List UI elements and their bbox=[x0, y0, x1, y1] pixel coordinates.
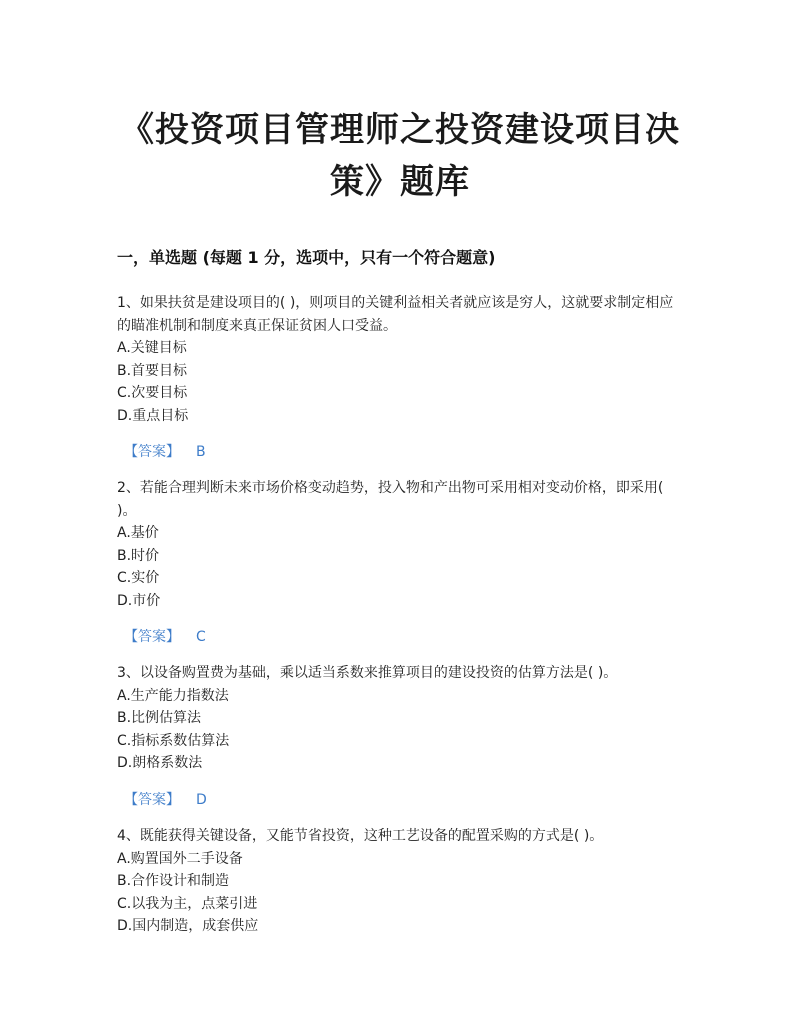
answer-1 bbox=[124, 441, 206, 463]
option-d: D.重点目标 bbox=[117, 407, 189, 424]
option-b: B.比例估算法 bbox=[117, 710, 202, 726]
option-a: A.基价 bbox=[117, 525, 159, 541]
answer-value: D bbox=[196, 792, 207, 808]
document-title: 《投资项目管理师之投资建设项目决策》题库 bbox=[120, 110, 680, 202]
question-stem: 2、若能合理判断未来市场价格变动趋势，投入物和产出物可采用相对变动价格，即采用( )。 bbox=[117, 480, 664, 519]
question-2 bbox=[117, 477, 683, 612]
option-a: A.关键目标 bbox=[117, 340, 187, 356]
option-a: A.生产能力指数法 bbox=[117, 687, 229, 704]
question-stem: 3、以设备购置费为基础，乘以适当系数来推算项目的建设投资的估算方法是( )。 bbox=[117, 665, 618, 681]
option-d: D.朗格系数法 bbox=[117, 755, 203, 771]
option-b: B.首要目标 bbox=[117, 362, 188, 379]
option-c: C.次要目标 bbox=[117, 385, 188, 401]
option-c: C.实价 bbox=[117, 570, 160, 586]
option-b: B.时价 bbox=[117, 547, 160, 564]
question-4 bbox=[117, 825, 683, 938]
answer-label: 【答案】 bbox=[124, 629, 180, 645]
option-c: C.以我为主，点菜引进 bbox=[117, 895, 258, 912]
question-stem: 4、既能获得关键设备，又能节省投资，这种工艺设备的配置采购的方式是( )。 bbox=[117, 828, 604, 844]
question-stem: 1、如果扶贫是建设项目的( )，则项目的关键利益相关者就应该是穷人，这就要求制定相应的瞄准机制和制度来真正保证贫困人口受益。 bbox=[117, 295, 674, 334]
option-b: B.合作设计和制造 bbox=[117, 873, 230, 889]
option-a: A.购置国外二手设备 bbox=[117, 850, 243, 867]
answer-label: 【答案】 bbox=[124, 444, 180, 460]
answer-value: C bbox=[196, 629, 206, 645]
question-3 bbox=[117, 662, 683, 775]
answer-value: B bbox=[196, 444, 206, 460]
answer-2 bbox=[124, 626, 206, 648]
question-1 bbox=[117, 292, 683, 427]
answer-3 bbox=[124, 789, 207, 811]
option-c: C.指标系数估算法 bbox=[117, 732, 230, 749]
option-d: D.市价 bbox=[117, 592, 161, 609]
answer-label: 【答案】 bbox=[124, 792, 180, 808]
section-heading: 一，单选题 (每题 1 分，选项中，只有一个符合题意) bbox=[117, 248, 496, 267]
option-d: D.国内制造，成套供应 bbox=[117, 918, 259, 934]
